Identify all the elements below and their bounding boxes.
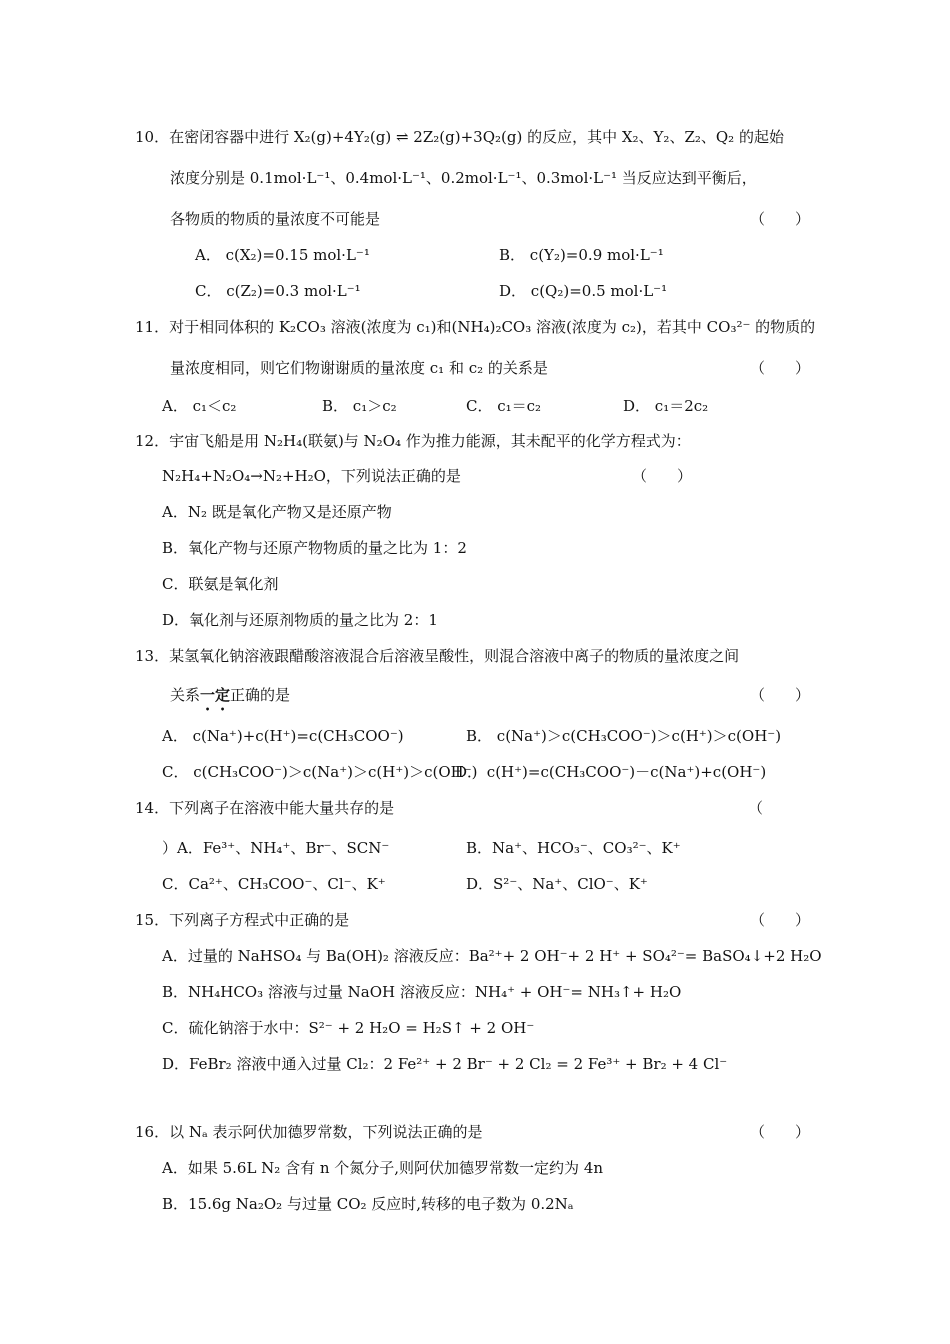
q10-option-a: A． c(X₂)=0.15 mol·L⁻¹ <box>195 246 370 264</box>
q10-option-b: B． c(Y₂)=0.9 mol·L⁻¹ <box>499 246 664 264</box>
q15-answer-paren: （ ） <box>750 911 811 929</box>
q15-option-c: C．硫化钠溶于水中：S²⁻ + 2 H₂O = H₂S↑ + 2 OH⁻ <box>162 1019 535 1037</box>
q15-option-a: A．过量的 NaHSO₄ 与 Ba(OH)₂ 溶液反应：Ba²⁺+ 2 OH⁻+ 2 H⁺ + SO₄²⁻= BaSO₄↓+2 H₂O <box>162 947 822 965</box>
q10-answer-paren: （ ） <box>750 210 811 228</box>
q14-option-b: B．Na⁺、HCO₃⁻、CO₃²⁻、K⁺ <box>466 839 681 857</box>
q13-answer-paren: （ ） <box>750 686 811 704</box>
q16-option-a: A．如果 5.6L N₂ 含有 n 个氮分子,则阿伏加德罗常数一定约为 4n <box>162 1159 604 1177</box>
q13-option-c: C． c(CH₃COO⁻)＞c(Na⁺)＞c(H⁺)＞c(OH⁻) <box>162 763 478 781</box>
q14-answer-paren: （ <box>748 799 764 817</box>
q12-stem-line1: 12．宇宙飞船是用 N₂H₄(联氨)与 N₂O₄ 作为推力能源，其未配平的化学方程式为： <box>135 432 691 450</box>
q13-stem-text-end: 正确的是 <box>230 686 291 704</box>
q11-answer-paren: （ ） <box>750 359 811 377</box>
q12-stem-line2: N₂H₄+N₂O₄→N₂+H₂O，下列说法正确的是 <box>162 467 461 485</box>
q14-option-c: C．Ca²⁺、CH₃COO⁻、Cl⁻、K⁺ <box>162 875 386 893</box>
q16-answer-paren: （ ） <box>750 1123 811 1141</box>
q12-option-b: B．氧化产物与还原产物物质的量之比为 1：2 <box>162 539 467 557</box>
q14-stem-line1: 14．下列离子在溶液中能大量共存的是 <box>135 799 395 817</box>
q10-option-d: D． c(Q₂)=0.5 mol·L⁻¹ <box>499 282 668 300</box>
q11-stem-line2: 量浓度相同，则它们物谢谢质的量浓度 c₁ 和 c₂ 的关系是 <box>170 359 548 377</box>
q10-stem-line1: 10．在密闭容器中进行 X₂(g)+4Y₂(g) ⇌ 2Z₂(g)+3Q₂(g) 的反应，其中 X₂、Y₂、Z₂、Q₂ 的起始 <box>135 128 784 146</box>
q13-option-a: A． c(Na⁺)+c(H⁺)=c(CH₃COO⁻) <box>162 727 404 745</box>
q12-option-d: D．氧化剂与还原剂物质的量之比为 2：1 <box>162 611 438 629</box>
q13-stem-line1: 13．某氢氧化钠溶液跟醋酸溶液混合后溶液呈酸性，则混合溶液中离子的物质的量浓度之间 <box>135 647 740 665</box>
q13-stem-line2 <box>170 685 290 714</box>
q15-stem-line1: 15．下列离子方程式中正确的是 <box>135 911 350 929</box>
q13-option-b: B． c(Na⁺)＞c(CH₃COO⁻)＞c(H⁺)＞c(OH⁻) <box>466 727 782 745</box>
q11-option-c: C． c₁＝c₂ <box>466 397 542 415</box>
q10-stem-line3: 各物质的物质的量浓度不可能是 <box>170 210 381 228</box>
q16-stem-line1: 16．以 Nₐ 表示阿伏加德罗常数，下列说法正确的是 <box>135 1123 483 1141</box>
q14-option-d: D．S²⁻、Na⁺、ClO⁻、K⁺ <box>466 875 648 893</box>
q11-stem-line1: 11．对于相同体积的 K₂CO₃ 溶液(浓度为 c₁)和(NH₄)₂CO₃ 溶液(浓度为 c₂)，若其中 CO₃²⁻ 的物质的 <box>135 318 816 336</box>
q15-option-b: B．NH₄HCO₃ 溶液与过量 NaOH 溶液反应：NH₄⁺ + OH⁻= NH₃↑+ H₂O <box>162 983 682 1001</box>
q12-option-c: C．联氨是氧化剂 <box>162 575 279 593</box>
q16-option-b: B．15.6g Na₂O₂ 与过量 CO₂ 反应时,转移的电子数为 0.2Nₐ <box>162 1195 574 1213</box>
q11-option-b: B． c₁＞c₂ <box>322 397 397 415</box>
q14-option-a: ）A．Fe³⁺、NH₄⁺、Br⁻、SCN⁻ <box>162 839 390 857</box>
q11-option-d: D． c₁＝2c₂ <box>623 397 709 415</box>
q12-option-a: A．N₂ 既是氧化产物又是还原产物 <box>162 503 392 521</box>
q13-stem-text: 关系 <box>170 686 201 704</box>
q13-emphasis: 一定 <box>200 686 231 704</box>
q15-option-d: D．FeBr₂ 溶液中通入过量 Cl₂：2 Fe²⁺ + 2 Br⁻ + 2 Cl₂ = 2 Fe³⁺ + Br₂ + 4 Cl⁻ <box>162 1055 728 1073</box>
q13-option-d: D． c(H⁺)=c(CH₃COO⁻)－c(Na⁺)+c(OH⁻) <box>455 763 767 781</box>
q10-stem-line2: 浓度分别是 0.1mol·L⁻¹、0.4mol·L⁻¹、0.2mol·L⁻¹、0.3mol·L⁻¹ 当反应达到平衡后， <box>170 169 757 187</box>
q10-option-c: C． c(Z₂)=0.3 mol·L⁻¹ <box>195 282 361 300</box>
q11-option-a: A． c₁＜c₂ <box>162 397 237 415</box>
q12-answer-paren: （ ） <box>632 467 693 485</box>
